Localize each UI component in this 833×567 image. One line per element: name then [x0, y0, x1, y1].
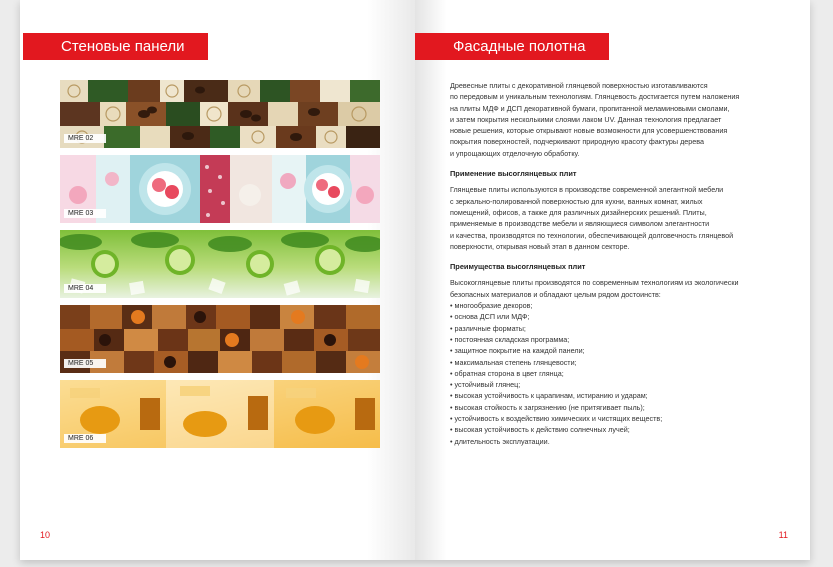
text-line: по передовым и уникальным технологиям. Глянцевость достигается путем наложения [450, 92, 740, 102]
text-line: с зеркально-полированной поверхностью для кухни, ванных комнат, жилых [450, 196, 703, 206]
wall-panel-samples [60, 80, 380, 455]
list-item: • высокая устойчивость к царапинам, истиранию и ударам; [450, 390, 780, 401]
section-heading-usage: Применение высоглянцевых плит [450, 169, 577, 179]
text-line: новые решения, которые открывают новые возможности для усовершенствования [450, 126, 728, 136]
left-page-title: Стеновые панели [23, 33, 208, 60]
list-item: • постоянная складская программа; [450, 334, 780, 345]
text-line: поверхности, открывая новый этап в данном секторе. [450, 241, 630, 251]
section-heading-advantages: Преимущества высоглянцевых плит [450, 262, 586, 272]
usage-paragraph [450, 184, 780, 252]
list-item: • основа ДСП или МДФ; [450, 311, 780, 322]
text-line: Древесные плиты с декоративной глянцевой поверхностью изготавливаются [450, 81, 708, 90]
advantages-intro [450, 277, 780, 300]
panel-mre-06 [60, 380, 380, 448]
panel-mre-02 [60, 80, 380, 148]
honey-image [60, 380, 380, 448]
text-line: и качества, производятся по технологии, обеспечивающей долговечность глянцевой [450, 230, 734, 240]
text-line: безопасных материалов и обладают целым рядом достоинств: [450, 289, 661, 299]
list-item: • устойчивость к воздействию химических и чистящих веществ; [450, 413, 780, 424]
text-line: помещений, офисов, а также для различных дизайнерских решений. Плиты, [450, 207, 707, 217]
panel-code-label: MRE 04 [64, 284, 106, 293]
page-number: 11 [778, 530, 788, 540]
list-item: • высокая устойчивость к действию солнечных лучей; [450, 424, 780, 435]
list-item: • максимальная степень глянцевости; [450, 357, 780, 368]
right-page [415, 0, 810, 560]
list-item: • обратная сторона в цвет глянца; [450, 368, 780, 379]
limes-image [60, 230, 380, 298]
right-page-title: Фасадные полотна [415, 33, 609, 60]
page-number: 10 [40, 530, 51, 540]
panel-mre-03 [60, 155, 380, 223]
text-line: Высокоглянцевые плиты производятся по современным технологиям из экологически [450, 278, 739, 288]
list-item: • длительность эксплуатации. [450, 436, 780, 447]
list-item: • различные форматы; [450, 323, 780, 334]
text-line: Глянцевые плиты используются в производстве современной элегантной мебели [450, 185, 724, 195]
panel-code-label: MRE 05 [64, 359, 106, 368]
panel-mre-05 [60, 305, 380, 373]
cupcakes-image [60, 155, 380, 223]
brochure-spread [20, 0, 810, 560]
panel-code-label: MRE 03 [64, 209, 106, 218]
panel-code-label: MRE 02 [64, 134, 106, 143]
text-line: покрытия поверхностей, подчеркивают природную красоту фактуры дерева [450, 137, 704, 147]
panel-code-label: MRE 06 [64, 434, 106, 443]
spices-image [60, 305, 380, 373]
text-line: на плиты МДФ и ДСП декоративной бумаги, пропитанной меламиновыми смолами, [450, 103, 730, 113]
article-body [450, 80, 780, 447]
text-line: и затем покрытия несколькими слоями лаком UV. Данная технология предлагает [450, 114, 722, 124]
text-line: и упрощающих отделочную обработку. [450, 148, 580, 158]
coffee-tiles-image [60, 80, 380, 148]
intro-paragraph [450, 80, 780, 159]
left-page [20, 0, 415, 560]
list-item: • многообразие декоров; [450, 300, 780, 311]
advantages-list [450, 300, 780, 447]
text-line: применяемые в производстве мебели и являющиеся символом элегантности [450, 219, 710, 229]
list-item: • защитное покрытие на каждой панели; [450, 345, 780, 356]
list-item: • устойчивый глянец; [450, 379, 780, 390]
panel-mre-04 [60, 230, 380, 298]
list-item: • высокая стойкость к загрязнению (не притягивает пыль); [450, 402, 780, 413]
